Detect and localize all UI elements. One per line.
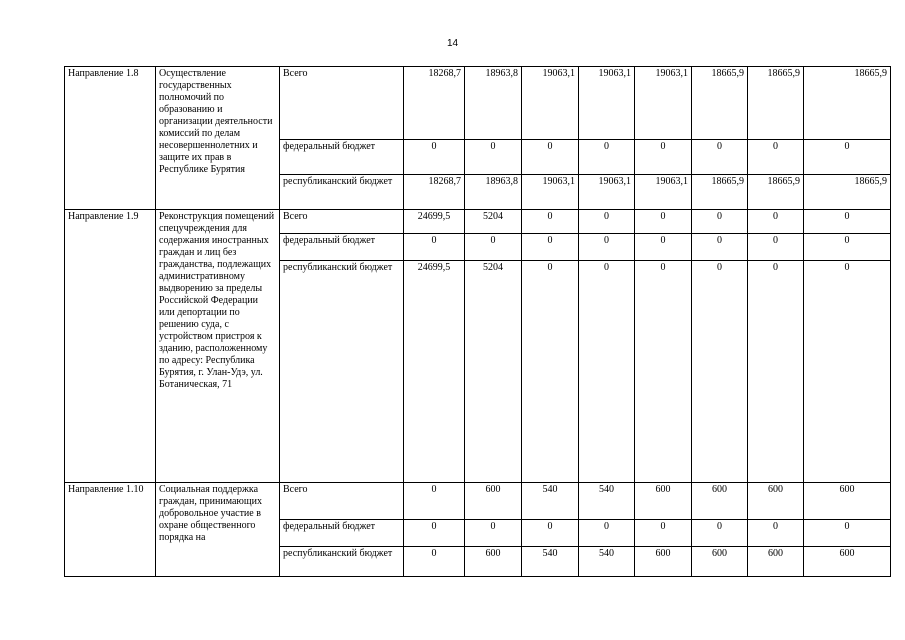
value-cell: 0 bbox=[635, 261, 692, 483]
value-cell: 0 bbox=[692, 234, 748, 261]
value-cell: 540 bbox=[579, 483, 635, 520]
value-cell: 18963,8 bbox=[465, 175, 522, 210]
value-cell: 19063,1 bbox=[635, 67, 692, 140]
source-cell: республиканский бюджет bbox=[280, 175, 404, 210]
value-cell: 0 bbox=[804, 234, 891, 261]
value-cell: 19063,1 bbox=[579, 67, 635, 140]
value-cell: 0 bbox=[692, 520, 748, 547]
value-cell: 0 bbox=[635, 520, 692, 547]
value-cell: 19063,1 bbox=[522, 175, 579, 210]
value-cell: 18268,7 bbox=[404, 175, 465, 210]
value-cell: 0 bbox=[635, 140, 692, 175]
value-cell: 0 bbox=[579, 261, 635, 483]
value-cell: 0 bbox=[522, 140, 579, 175]
value-cell: 0 bbox=[635, 210, 692, 234]
value-cell: 600 bbox=[692, 483, 748, 520]
value-cell: 0 bbox=[692, 140, 748, 175]
value-cell: 18665,9 bbox=[748, 175, 804, 210]
value-cell: 0 bbox=[579, 140, 635, 175]
source-cell: федеральный бюджет bbox=[280, 140, 404, 175]
value-cell: 0 bbox=[404, 483, 465, 520]
value-cell: 18665,9 bbox=[748, 67, 804, 140]
value-cell: 0 bbox=[404, 234, 465, 261]
value-cell: 0 bbox=[804, 210, 891, 234]
value-cell: 0 bbox=[522, 234, 579, 261]
value-cell: 18665,9 bbox=[692, 175, 748, 210]
value-cell: 540 bbox=[522, 483, 579, 520]
value-cell: 19063,1 bbox=[579, 175, 635, 210]
table-row bbox=[65, 483, 891, 520]
value-cell: 0 bbox=[635, 234, 692, 261]
description-cell: Реконструкция помещений спецучреждения для содержания иностранных граждан и лиц без гражданства, подлежащих административному выдворению за пределы Российской Федерации или депортации по решению суда, с устройством пристроя к зданию, расположенному по адресу: Республика Бурятия, г. Улан-Удэ, ул. Ботаническая, 71 bbox=[156, 210, 280, 483]
value-cell: 0 bbox=[748, 520, 804, 547]
value-cell: 540 bbox=[579, 547, 635, 577]
value-cell: 600 bbox=[635, 483, 692, 520]
description-cell: Осуществление государственных полномочий по образованию и организации деятельности комиссий по делам несовершеннолетних и защите их прав в Республике Бурятия bbox=[156, 67, 280, 210]
value-cell: 0 bbox=[579, 234, 635, 261]
value-cell: 600 bbox=[465, 547, 522, 577]
value-cell: 0 bbox=[465, 140, 522, 175]
direction-cell: Направление 1.9 bbox=[65, 210, 156, 483]
value-cell: 0 bbox=[522, 520, 579, 547]
value-cell: 600 bbox=[804, 547, 891, 577]
value-cell: 0 bbox=[465, 520, 522, 547]
value-cell: 19063,1 bbox=[635, 175, 692, 210]
value-cell: 0 bbox=[522, 261, 579, 483]
direction-cell: Направление 1.8 bbox=[65, 67, 156, 210]
value-cell: 600 bbox=[748, 483, 804, 520]
value-cell: 0 bbox=[748, 140, 804, 175]
value-cell: 24699,5 bbox=[404, 210, 465, 234]
value-cell: 0 bbox=[522, 210, 579, 234]
description-cell: Социальная поддержка граждан, принимающих добровольное участие в охране общественного порядка на bbox=[156, 483, 280, 577]
table-row bbox=[65, 67, 891, 140]
value-cell: 0 bbox=[404, 547, 465, 577]
value-cell: 0 bbox=[804, 520, 891, 547]
value-cell: 600 bbox=[635, 547, 692, 577]
value-cell: 600 bbox=[692, 547, 748, 577]
source-cell: республиканский бюджет bbox=[280, 547, 404, 577]
value-cell: 0 bbox=[748, 210, 804, 234]
value-cell: 0 bbox=[404, 520, 465, 547]
value-cell: 0 bbox=[579, 520, 635, 547]
value-cell: 18665,9 bbox=[692, 67, 748, 140]
value-cell: 24699,5 bbox=[404, 261, 465, 483]
value-cell: 0 bbox=[404, 140, 465, 175]
value-cell: 600 bbox=[804, 483, 891, 520]
value-cell: 600 bbox=[465, 483, 522, 520]
value-cell: 0 bbox=[465, 234, 522, 261]
funding-table bbox=[64, 66, 891, 577]
value-cell: 0 bbox=[579, 210, 635, 234]
value-cell: 19063,1 bbox=[522, 67, 579, 140]
value-cell: 5204 bbox=[465, 210, 522, 234]
direction-cell: Направление 1.10 bbox=[65, 483, 156, 577]
value-cell: 0 bbox=[804, 140, 891, 175]
page-number: 14 bbox=[446, 38, 459, 49]
value-cell: 5204 bbox=[465, 261, 522, 483]
table-row bbox=[65, 210, 891, 234]
value-cell: 18268,7 bbox=[404, 67, 465, 140]
source-cell: федеральный бюджет bbox=[280, 234, 404, 261]
value-cell: 0 bbox=[692, 261, 748, 483]
value-cell: 0 bbox=[804, 261, 891, 483]
value-cell: 540 bbox=[522, 547, 579, 577]
value-cell: 0 bbox=[748, 234, 804, 261]
value-cell: 0 bbox=[692, 210, 748, 234]
source-cell: республиканский бюджет bbox=[280, 261, 404, 483]
source-cell: федеральный бюджет bbox=[280, 520, 404, 547]
value-cell: 600 bbox=[748, 547, 804, 577]
value-cell: 18963,8 bbox=[465, 67, 522, 140]
source-cell: Всего bbox=[280, 210, 404, 234]
value-cell: 18665,9 bbox=[804, 67, 891, 140]
value-cell: 0 bbox=[748, 261, 804, 483]
source-cell: Всего bbox=[280, 483, 404, 520]
value-cell: 18665,9 bbox=[804, 175, 891, 210]
source-cell: Всего bbox=[280, 67, 404, 140]
